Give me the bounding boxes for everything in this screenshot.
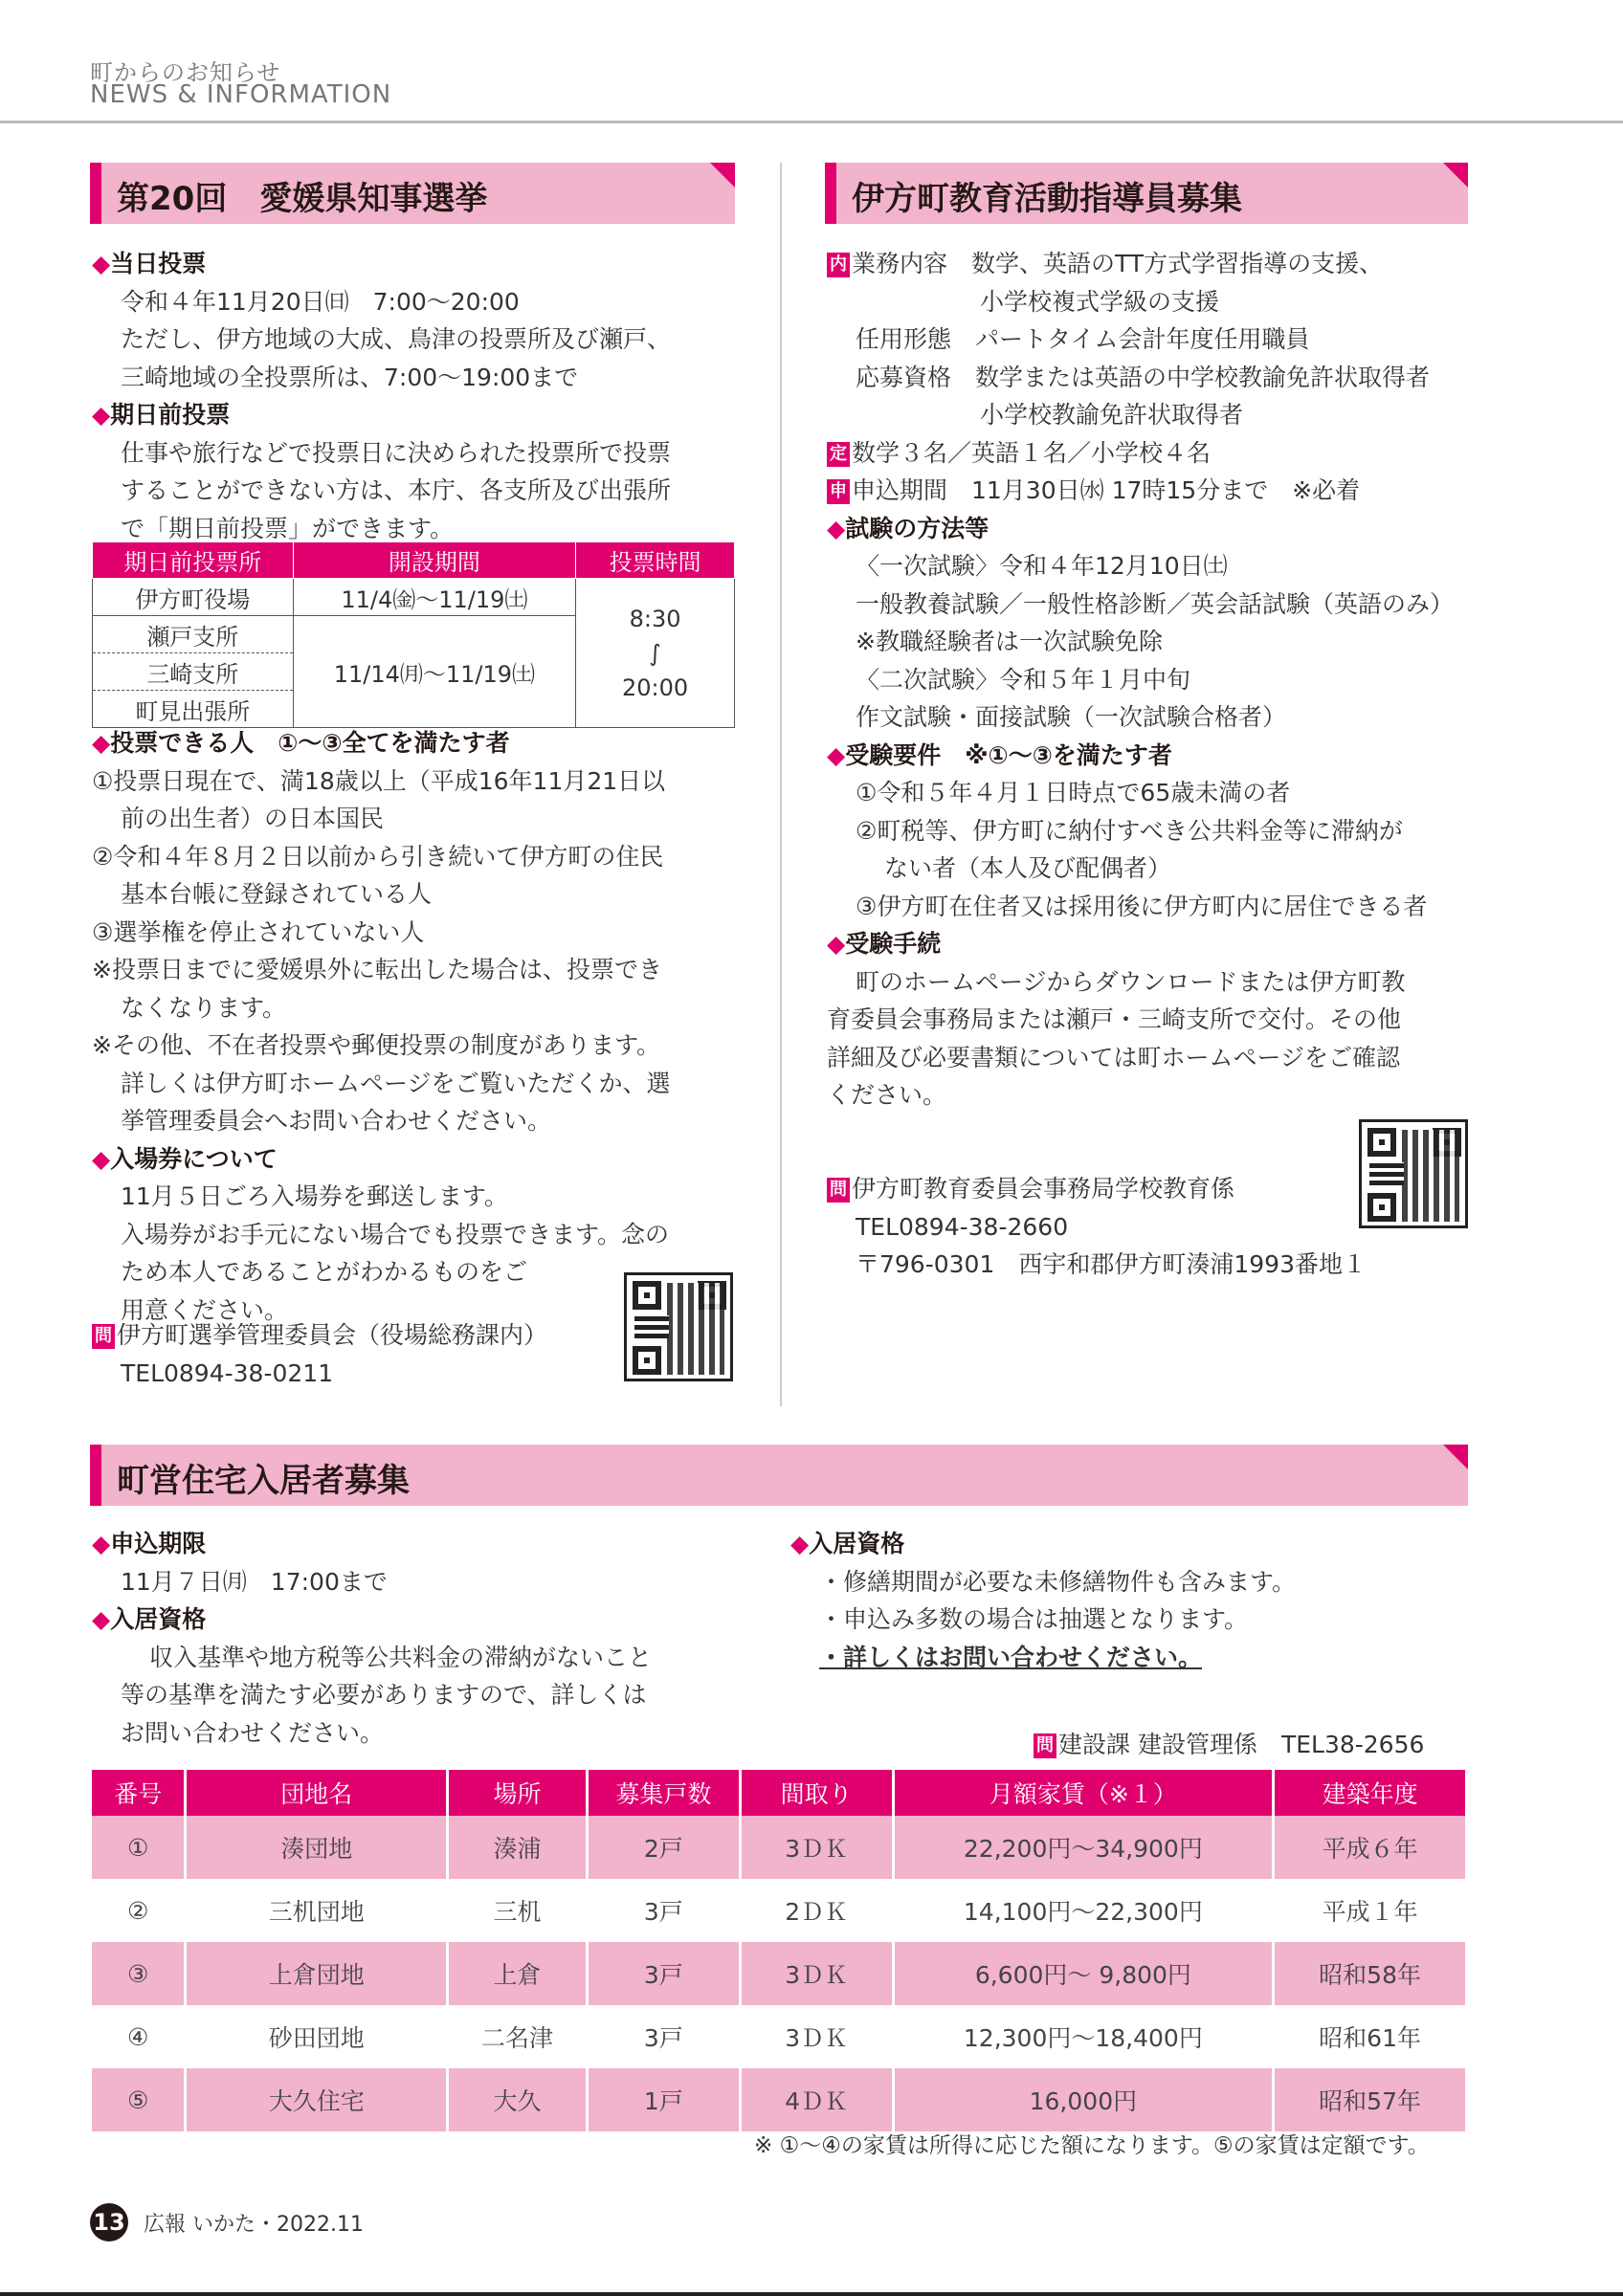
text-line-content: ◆当日投票: [92, 250, 207, 277]
text-line: [92, 1639, 652, 1677]
text-line-content: ③伊方町在住者又は採用後に伊方町内に居住できる者: [856, 892, 1428, 920]
housing-note-1: ・修繕期間が必要な未修繕物件も含みます。: [819, 1567, 1297, 1596]
header-title-en: NEWS & INFORMATION: [90, 80, 392, 109]
text-line-content: ◆受験手続: [827, 930, 942, 958]
housing-footnote: ※ ①〜④の家賃は所得に応じた額になります。⑤の家賃は定額です。: [754, 2133, 1430, 2158]
table-cell: 平成６年: [1274, 1816, 1467, 1879]
period-cell: 11/14㈪〜11/19㈯: [293, 616, 576, 728]
text-line: [92, 1714, 652, 1753]
table-cell: 昭和57年: [1274, 2068, 1467, 2131]
place-cell: 三崎支所: [93, 653, 294, 691]
table-header: 建築年度: [1274, 1770, 1467, 1816]
instructor-contact: [827, 1170, 1367, 1284]
housing-contact: [1034, 1726, 1424, 1764]
text-line-content: 〈一次試験〉令和４年12月10日㈯: [856, 552, 1228, 580]
text-line: [92, 724, 671, 762]
text-line: [827, 472, 1454, 510]
text-line: [92, 838, 671, 876]
instructor-banner: [825, 163, 1468, 224]
table-cell: 大久住宅: [186, 2068, 448, 2131]
text-line-content: 作文試験・面接試験（一次試験合格者）: [856, 703, 1287, 731]
diamond-icon: ◆: [827, 514, 846, 542]
text-line-content: 挙管理委員会へお問い合わせください。: [121, 1107, 552, 1135]
election-banner: [90, 163, 735, 224]
table-cell: 3ＤＫ: [740, 1942, 893, 2005]
text-line: [827, 623, 1454, 661]
text-line: [92, 1140, 671, 1179]
text-line: [92, 875, 671, 914]
table-cell: 6,600円〜 9,800円: [893, 1942, 1274, 2005]
text-line: [827, 1039, 1454, 1077]
diamond-icon: ◆: [827, 740, 846, 769]
table-cell: 三机団地: [186, 1879, 448, 1942]
text-line: [92, 1253, 671, 1292]
election-qr-code[interactable]: [624, 1272, 733, 1381]
text-line: [92, 1601, 652, 1639]
table-cell: 2戸: [587, 1816, 740, 1879]
housing-right-body: [790, 1525, 1296, 1676]
text-line: [827, 1001, 1454, 1039]
text-line: [92, 914, 671, 952]
text-line: [827, 396, 1454, 434]
table-cell: 3ＤＫ: [740, 1816, 893, 1879]
table-row: [92, 1879, 1467, 1942]
table-cell: 湊浦: [448, 1816, 588, 1879]
table-header: 番号: [92, 1770, 186, 1816]
table-cell: ⑤: [92, 2068, 186, 2131]
table-cell: ①: [92, 1816, 186, 1879]
text-line: [92, 396, 671, 434]
contact-tag: 問: [827, 1178, 850, 1203]
table-cell: 三机: [448, 1879, 588, 1942]
table-cell: 昭和58年: [1274, 1942, 1467, 2005]
column-divider: [780, 163, 782, 1406]
text-line-content: 詳細及び必要書類については町ホームページをご確認: [827, 1043, 1401, 1071]
text-line-content: 11月７日㈪ 17:00まで: [121, 1567, 388, 1596]
text-line-content: ◆入場券について: [92, 1144, 278, 1173]
text-line: [92, 434, 671, 473]
time-separator: ∫: [649, 639, 661, 667]
text-line: [92, 320, 671, 359]
text-line-content: お問い合わせください。: [121, 1718, 385, 1747]
table-header: 場所: [448, 1770, 588, 1816]
text-line-content: 令和４年11月20日㈰ 7:00〜20:00: [121, 287, 520, 316]
text-line: [92, 1216, 671, 1254]
text-line-content: ◆受験要件 ※①〜③を満たす者: [827, 740, 1172, 769]
text-line-content: ◆投票できる人 ①〜③全てを満たす者: [92, 729, 510, 757]
text-line: [92, 1027, 671, 1065]
table-cell: 3ＤＫ: [740, 2005, 893, 2068]
text-line-content: 入場券がお手元にない場合でも投票できます。念の: [121, 1220, 670, 1248]
table-header: 団地名: [186, 1770, 448, 1816]
text-line: [92, 283, 671, 321]
text-line: [827, 812, 1454, 850]
housing-right-head: ◆入居資格: [790, 1530, 905, 1557]
text-line: [92, 800, 671, 838]
text-line-content: 業務内容 数学、英語のTT方式学習指導の支援、: [852, 250, 1384, 277]
text-line: [827, 585, 1454, 624]
text-line-content: 前の出生者）の日本国民: [121, 805, 385, 832]
table-cell: 3戸: [587, 2005, 740, 2068]
text-line: [92, 359, 671, 397]
contact-tel: TEL0894-38-0211: [121, 1358, 334, 1387]
text-line: [92, 1676, 652, 1714]
text-line: [92, 1563, 652, 1601]
text-line-content: ください。: [827, 1081, 947, 1109]
label-tag: 内: [827, 253, 850, 277]
text-line-content: ①令和５年４月１日時点で65歳未満の者: [856, 779, 1291, 806]
diamond-icon: ◆: [92, 729, 111, 757]
table-cell: 2ＤＫ: [740, 1879, 893, 1942]
text-line: [827, 1076, 1454, 1115]
table-cell: 16,000円: [893, 2068, 1274, 2131]
text-line-content: ※その他、不在者投票や郵便投票の制度があります。: [92, 1031, 660, 1059]
text-line: [827, 434, 1454, 473]
text-line-content: 育委員会事務局または瀬戸・三崎支所で交付。その他: [827, 1005, 1402, 1033]
text-line: [827, 850, 1454, 888]
time-from: 8:30: [629, 605, 681, 632]
table-cell: 二名津: [448, 2005, 588, 2068]
table-cell: 昭和61年: [1274, 2005, 1467, 2068]
text-line-content: ①投票日現在で、満18歳以上（平成16年11月21日以: [92, 766, 666, 795]
housing-banner: [90, 1445, 1468, 1506]
table-cell: 上倉: [448, 1942, 588, 2005]
text-line-content: 仕事や旅行などで投票日に決められた投票所で投票: [121, 438, 672, 467]
text-line-content: ため本人であることがわかるものをご: [121, 1258, 528, 1286]
text-line: [92, 1525, 652, 1563]
text-line: [827, 510, 1454, 548]
early-voting-table: [92, 541, 735, 728]
table-cell: 湊団地: [186, 1816, 448, 1879]
text-line: [827, 359, 1454, 397]
text-line-content: ※投票日までに愛媛県外に転出した場合は、投票でき: [92, 956, 662, 983]
text-line-content: 詳しくは伊方町ホームページをご覧いただくか、選: [121, 1069, 671, 1097]
diamond-icon: ◆: [92, 1605, 111, 1633]
text-line: [92, 245, 671, 283]
table-row: [92, 1942, 1467, 2005]
text-line-content: ②町税等、伊方町に納付すべき公共料金等に滞納が: [856, 816, 1403, 845]
text-line-content: 三崎地域の全投票所は、7:00〜19:00まで: [121, 363, 579, 391]
contact-tag: 問: [1034, 1733, 1056, 1758]
text-line-content: 等の基準を満たす必要がありますので、詳しくは: [121, 1681, 647, 1709]
text-line: [827, 925, 1454, 963]
table-header: 期日前投票所: [93, 542, 294, 579]
housing-table: [92, 1770, 1468, 2131]
time-cell: [576, 579, 735, 728]
diamond-icon: ◆: [92, 401, 111, 429]
housing-title: 町営住宅入居者募集: [117, 1462, 410, 1500]
text-line-content: 11月５日ごろ入場券を郵送します。: [121, 1182, 508, 1210]
table-cell: 平成１年: [1274, 1879, 1467, 1942]
contact-name: 伊方町選挙管理委員会（役場総務課内）: [117, 1321, 548, 1349]
text-line-content: 小学校複式学級の支援: [980, 287, 1220, 316]
text-line: [92, 472, 671, 510]
table-header: 募集戸数: [587, 1770, 740, 1816]
text-line: [827, 963, 1454, 1002]
text-line: [827, 774, 1454, 812]
election-body: [92, 245, 671, 547]
place-cell: 瀬戸支所: [93, 616, 294, 653]
text-line-content: 数学３名／英語１名／小学校４名: [852, 438, 1212, 467]
table-cell: ④: [92, 2005, 186, 2068]
text-line-content: 小学校教諭免許状取得者: [980, 401, 1244, 429]
table-header: 開設期間: [293, 542, 576, 579]
text-line-content: ③選挙権を停止されていない人: [92, 917, 425, 946]
instructor-qr-code[interactable]: [1359, 1119, 1468, 1228]
text-line: [827, 661, 1454, 699]
text-line: [92, 1102, 671, 1140]
page-number: 13: [90, 2203, 128, 2241]
text-line: [92, 762, 671, 801]
election-title: 第20回 愛媛県知事選挙: [117, 180, 488, 218]
table-cell: 砂田団地: [186, 2005, 448, 2068]
table-cell: 大久: [448, 2068, 588, 2131]
text-line-content: ◆期日前投票: [92, 401, 231, 429]
table-cell: ③: [92, 1942, 186, 2005]
table-cell: 14,100円〜22,300円: [893, 1879, 1274, 1942]
text-line-content: 応募資格 数学または英語の中学校教諭免許状取得者: [856, 363, 1431, 391]
text-line-content: ただし、伊方地域の大成、鳥津の投票所及び瀬戸、: [121, 325, 672, 353]
text-line: [92, 951, 671, 989]
table-header: 間取り: [740, 1770, 893, 1816]
label-tag: 定: [827, 442, 850, 467]
instructor-title: 伊方町教育活動指導員募集: [852, 180, 1242, 218]
text-line: [92, 1178, 671, 1216]
text-line: [92, 1065, 671, 1103]
text-line-content: ◆入居資格: [92, 1605, 207, 1633]
text-line-content: 任用形態 パートタイム会計年度任用職員: [856, 325, 1310, 353]
table-cell: 1戸: [587, 2068, 740, 2131]
text-line-content: ※教職経験者は一次試験免除: [856, 628, 1163, 655]
place-cell: 伊方町役場: [93, 579, 294, 616]
table-cell: 12,300円〜18,400円: [893, 2005, 1274, 2068]
text-line-content: ◆申込期限: [92, 1530, 207, 1557]
election-body-2: [92, 724, 671, 1329]
header-divider: [0, 121, 1623, 123]
contact-address: 〒796-0301 西宇和郡伊方町湊浦1993番地１: [856, 1250, 1367, 1278]
text-line: [827, 888, 1454, 926]
table-cell: 上倉団地: [186, 1942, 448, 2005]
text-line-content: なくなります。: [121, 993, 287, 1022]
text-line-content: 基本台帳に登録されている人: [121, 880, 433, 908]
text-line-content: で「期日前投票」ができます。: [121, 514, 455, 542]
place-cell: 町見出張所: [93, 691, 294, 728]
contact-name: 伊方町教育委員会事務局学校教育係: [852, 1175, 1235, 1203]
text-line-content: ない者（本人及び配偶者）: [884, 854, 1172, 882]
text-line-content: 一般教養試験／一般性格診断／英会話試験（英語のみ）: [856, 589, 1455, 618]
label-tag: 申: [827, 479, 850, 504]
table-row: [92, 1816, 1467, 1879]
diamond-icon: ◆: [827, 930, 846, 958]
diamond-icon: ◆: [92, 1144, 111, 1173]
table-row: [92, 2005, 1467, 2068]
text-line-content: 申込期間 11月30日㈬ 17時15分まで ※必着: [852, 476, 1361, 504]
text-line: [827, 737, 1454, 775]
text-line-content: 〈二次試験〉令和５年１月中旬: [856, 665, 1191, 694]
diamond-icon: ◆: [790, 1530, 810, 1557]
footer-line: [0, 2292, 1623, 2296]
table-cell: 22,200円〜34,900円: [893, 1816, 1274, 1879]
text-line: [827, 245, 1454, 283]
table-header: 月額家賃（※１）: [893, 1770, 1274, 1816]
text-line-content: 収入基準や地方税等公共料金の滞納がないこと: [149, 1643, 653, 1671]
text-line: [827, 698, 1454, 737]
text-line-content: 町のホームページからダウンロードまたは伊方町教: [856, 967, 1406, 996]
diamond-icon: ◆: [92, 1530, 111, 1557]
table-cell: 3戸: [587, 1879, 740, 1942]
housing-note-3: ・詳しくはお問い合わせください。: [819, 1643, 1203, 1671]
issue-label: 広報 いかた・2022.11: [144, 2213, 364, 2237]
instructor-body: [827, 245, 1454, 1115]
table-row: [92, 2068, 1467, 2131]
table-cell: 4ＤＫ: [740, 2068, 893, 2131]
text-line-content: ②令和４年８月２日以前から引き続いて伊方町の住民: [92, 842, 664, 871]
housing-note-2: ・申込み多数の場合は抽選となります。: [819, 1605, 1249, 1633]
text-line-content: 用意ください。: [121, 1295, 289, 1324]
contact-tel: TEL0894-38-2660: [856, 1212, 1069, 1241]
text-line-content: ◆試験の方法等: [827, 514, 989, 542]
time-to: 20:00: [622, 673, 689, 701]
text-line: [827, 547, 1454, 585]
table-cell: 3戸: [587, 1942, 740, 2005]
housing-contact-text: 建設課 建設管理係 TEL38-2656: [1058, 1731, 1425, 1758]
table-header: 投票時間: [576, 542, 735, 579]
header-title-jp: 町からのお知らせ: [90, 59, 281, 86]
election-contact: [92, 1316, 547, 1392]
table-cell: ②: [92, 1879, 186, 1942]
diamond-icon: ◆: [92, 250, 111, 277]
text-line: [827, 283, 1454, 321]
text-line-content: することができない方は、本庁、各支所及び出張所: [121, 476, 672, 504]
text-line: [92, 989, 671, 1027]
period-cell: 11/4㈮〜11/19㈯: [293, 579, 576, 616]
contact-tag: 問: [92, 1324, 115, 1349]
text-line: [827, 320, 1454, 359]
housing-left-body: [92, 1525, 652, 1752]
